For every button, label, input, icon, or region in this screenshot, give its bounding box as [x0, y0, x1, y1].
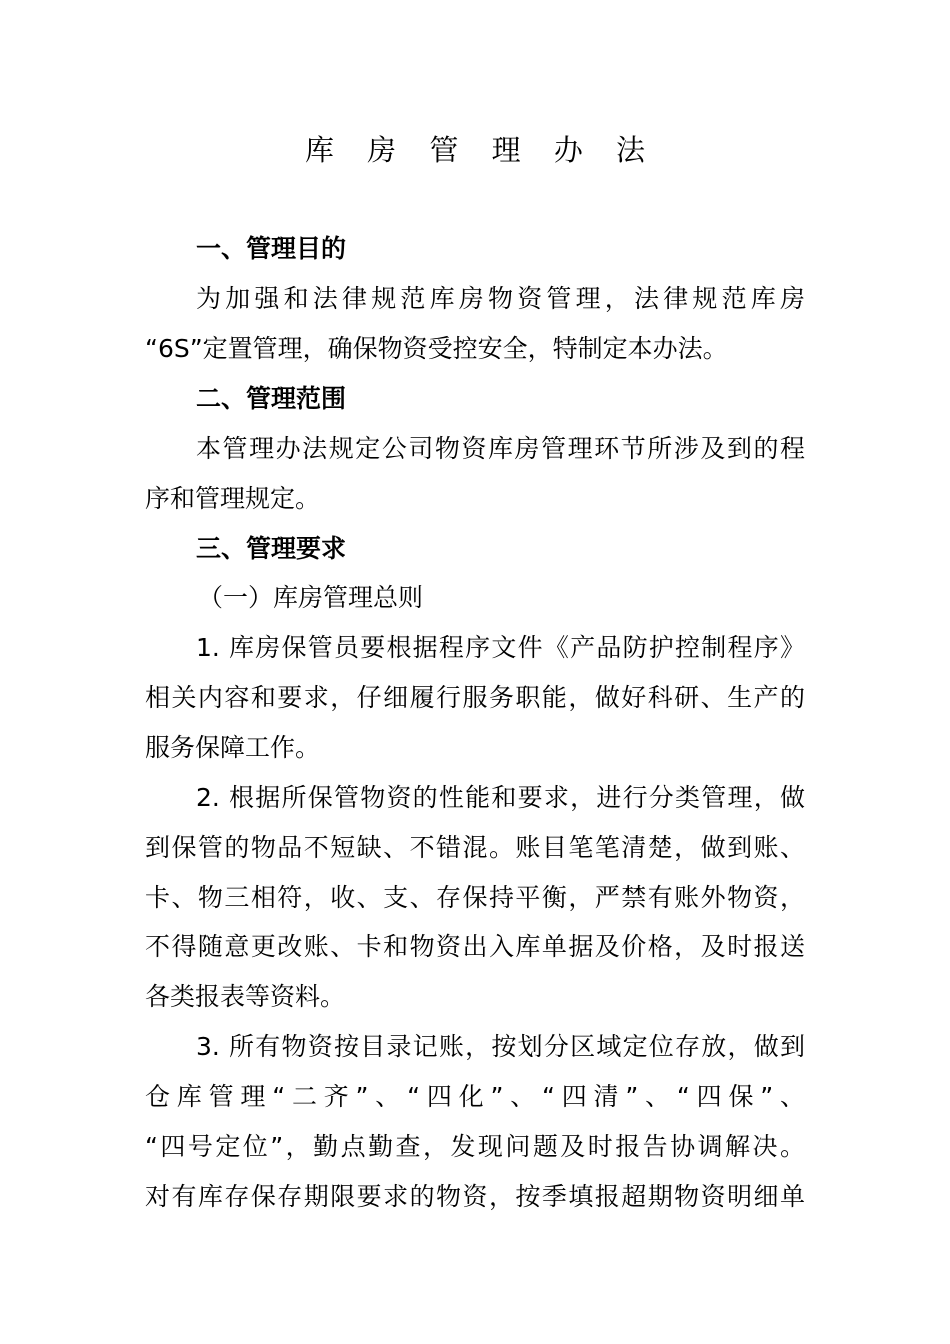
paragraph-line: 到保管的物品不短缺、不错混。账目笔笔清楚，做到账、 — [145, 833, 805, 862]
paragraph-line: “6S”定置管理，确保物资受控安全，特制定本办法。 — [145, 334, 728, 363]
paragraph-line: 服务保障工作。 — [145, 733, 321, 762]
paragraph-line: 1. 库房保管员要根据程序文件《产品防护控制程序》 — [196, 633, 805, 662]
paragraph-line: 序和管理规定。 — [145, 484, 321, 513]
document-title: 库 房 管 理 办 法 — [304, 133, 658, 167]
paragraph-line: 对有库存保存期限要求的物资，按季填报超期物资明细单 — [145, 1182, 805, 1211]
paragraph-line: 各类报表等资料。 — [145, 982, 346, 1011]
paragraph-line: 为加强和法律规范库房物资管理，法律规范库房 — [196, 284, 805, 313]
section-heading: 一、管理目的 — [196, 234, 347, 263]
subsection-heading: （一）库房管理总则 — [198, 583, 424, 612]
paragraph-line: 卡、物三相符，收、支、存保持平衡，严禁有账外物资， — [145, 883, 805, 912]
paragraph-line: “四号定位”，勤点勤查，发现问题及时报告协调解决。 — [145, 1132, 805, 1161]
paragraph-line: 相关内容和要求，仔细履行服务职能，做好科研、生产的 — [145, 683, 805, 712]
section-heading: 三、管理要求 — [196, 534, 347, 563]
paragraph-line: 2. 根据所保管物资的性能和要求，进行分类管理，做 — [196, 783, 805, 812]
paragraph-line: 本管理办法规定公司物资库房管理环节所涉及到的程 — [196, 434, 805, 463]
paragraph-line: 仓库管理“二齐”、“四化”、“四清”、“四保”、 — [145, 1082, 805, 1111]
paragraph-line: 不得随意更改账、卡和物资出入库单据及价格，及时报送 — [145, 932, 805, 961]
paragraph-line: 3. 所有物资按目录记账，按划分区域定位存放，做到 — [196, 1032, 805, 1061]
section-heading: 二、管理范围 — [196, 384, 347, 413]
